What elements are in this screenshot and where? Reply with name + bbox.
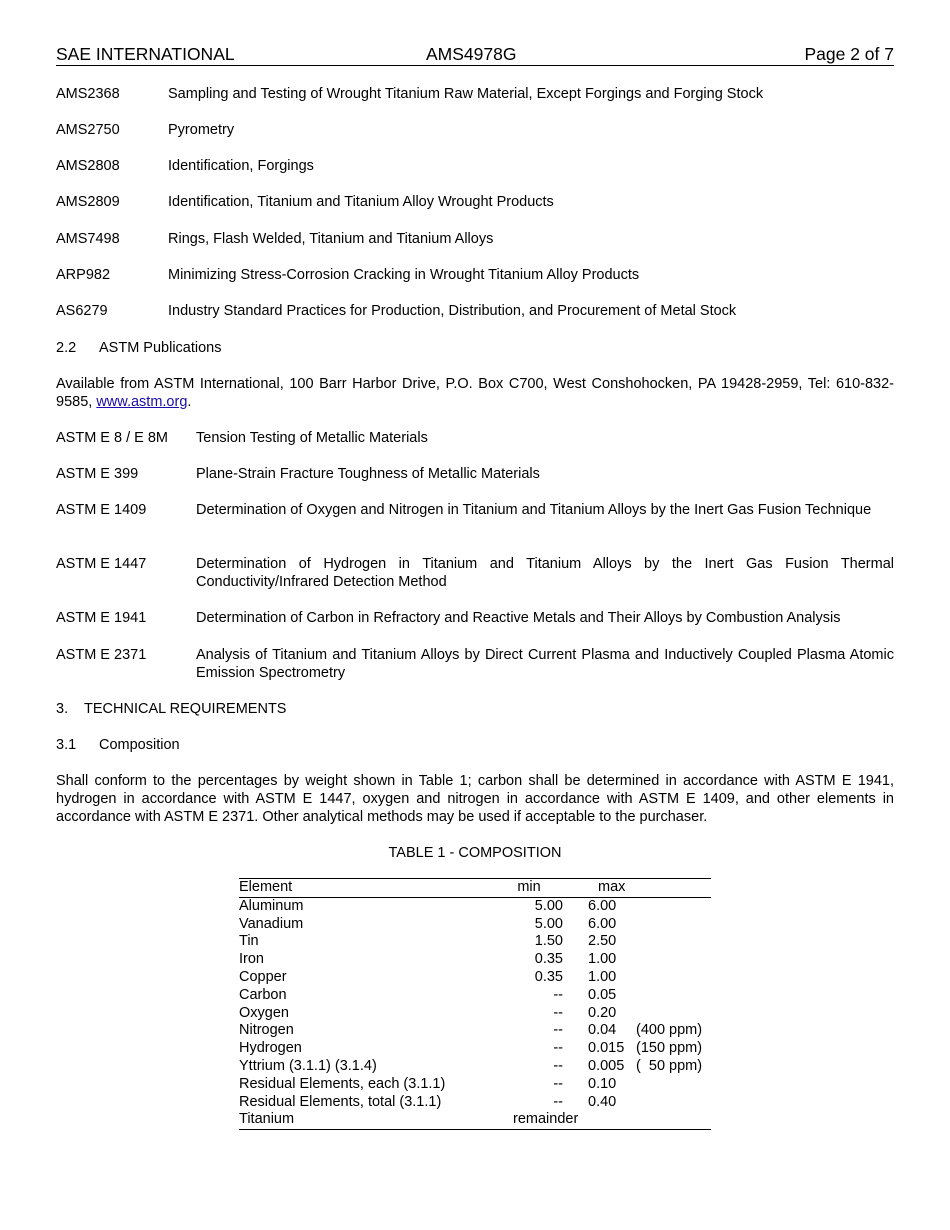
- composition-paragraph: Shall conform to the percentages by weight shown in Table 1; carbon shall be determined in accordance with ASTM E 1941, hydrogen in accordance with ASTM E 1447, oxygen and nitrogen in accordance with ASTM E 1409, and other elements in accordance with ASTM E 2371. Other analytical methods may be used if acceptable to the purchaser.: [56, 773, 894, 825]
- reference-title: Rings, Flash Welded, Titanium and Titanium Alloys: [168, 231, 494, 247]
- reference-code: AMS2750: [56, 122, 120, 138]
- min-value: --: [553, 1004, 563, 1021]
- reference-code: AS6279: [56, 303, 108, 319]
- element-name: Nitrogen: [239, 1022, 294, 1039]
- min-value: 1.50: [534, 933, 563, 950]
- table-header-row: [239, 879, 711, 898]
- reference-title: Identification, Forgings: [168, 158, 314, 174]
- table-row: [239, 987, 711, 1005]
- reference-code: AMS7498: [56, 231, 120, 247]
- element-name: Yttrium (3.1.1) (3.1.4): [239, 1057, 377, 1074]
- section-title: TECHNICAL REQUIREMENTS: [84, 701, 287, 717]
- min-value: 5.00: [534, 897, 563, 914]
- min-value: --: [553, 1057, 563, 1074]
- min-value: 0.35: [534, 951, 563, 968]
- reference-title: Sampling and Testing of Wrought Titanium Raw Material, Except Forgings and Forging Stock: [168, 86, 764, 102]
- ppm-value: (400 ppm): [636, 1022, 703, 1039]
- max-value: 0.015: [588, 1040, 625, 1057]
- max-value: 0.10: [588, 1075, 617, 1092]
- reference-code: ASTM E 1447: [56, 556, 147, 572]
- min-value: --: [553, 1093, 563, 1110]
- reference-title: Analysis of Titanium and Titanium Alloys by Direct Current Plasma and Inductively Coupled Plasma Atomic Emission Spectrometry: [196, 647, 894, 681]
- table-row: [239, 916, 711, 934]
- section-title: ASTM Publications: [99, 340, 222, 356]
- element-name: Vanadium: [239, 915, 304, 932]
- reference-title: Determination of Oxygen and Nitrogen in Titanium and Titanium Alloys by the Inert Gas Fusion Technique: [196, 502, 872, 518]
- reference-code: ASTM E 2371: [56, 647, 147, 663]
- element-name: Residual Elements, total (3.1.1): [239, 1093, 442, 1110]
- reference-code: ASTM E 8 / E 8M: [56, 430, 168, 446]
- table-row: [239, 1094, 711, 1112]
- column-header-max: max: [598, 879, 626, 895]
- section-number: 2.2: [56, 340, 77, 356]
- reference-title: Identification, Titanium and Titanium Alloy Wrought Products: [168, 194, 554, 210]
- reference-code: ASTM E 1941: [56, 610, 147, 626]
- reference-title: Industry Standard Practices for Production, Distribution, and Procurement of Metal Stock: [168, 303, 737, 319]
- section-number: 3.1: [56, 737, 77, 753]
- element-name: Oxygen: [239, 1004, 289, 1021]
- table-row: [239, 1005, 711, 1023]
- table-row: [239, 1022, 711, 1040]
- header-doc-number: AMS4978G: [426, 44, 517, 64]
- element-name: Carbon: [239, 986, 287, 1003]
- max-value: 0.05: [588, 986, 617, 1003]
- reference-title: Determination of Hydrogen in Titanium and Titanium Alloys by the Inert Gas Fusion Thermal Conductivity/Infrared Detection Method: [196, 556, 894, 590]
- reference-title: Pyrometry: [168, 122, 235, 138]
- section-number: 3.: [56, 701, 69, 717]
- reference-code: AMS2368: [56, 86, 120, 102]
- max-value: 0.04: [588, 1022, 617, 1039]
- astm-website-link[interactable]: www.astm.org: [96, 394, 188, 410]
- min-value: --: [553, 1075, 563, 1092]
- element-name: Iron: [239, 951, 264, 968]
- reference-code: ASTM E 1409: [56, 502, 147, 518]
- reference-code: ASTM E 399: [56, 466, 139, 482]
- header-page-number: Page 2 of 7: [804, 44, 894, 64]
- table-row: [239, 951, 711, 969]
- table-row: [239, 1040, 711, 1058]
- ppm-value: ( 50 ppm): [636, 1057, 703, 1074]
- table-row: [239, 898, 711, 916]
- min-value: 5.00: [534, 915, 563, 932]
- table-row: [239, 933, 711, 951]
- availability-text: Available from ASTM International, 100 Barr Harbor Drive, P.O. Box C700, West Conshohocken, PA 19428-2959, Tel: 610-832-9585,: [56, 376, 894, 410]
- min-value: --: [553, 986, 563, 1003]
- max-value: 2.50: [588, 933, 617, 950]
- reference-code: ARP982: [56, 267, 111, 283]
- reference-title: Plane-Strain Fracture Toughness of Metallic Materials: [196, 466, 540, 482]
- element-name: Copper: [239, 968, 287, 985]
- header-org: SAE INTERNATIONAL: [56, 44, 235, 64]
- reference-title: Tension Testing of Metallic Materials: [196, 430, 428, 446]
- min-value: --: [553, 1022, 563, 1039]
- reference-code: AMS2809: [56, 194, 120, 210]
- table-row: [239, 969, 711, 987]
- table-row-titanium: [239, 1111, 711, 1129]
- reference-title: Determination of Carbon in Refractory and Reactive Metals and Their Alloys by Combustion Analysis: [196, 610, 841, 626]
- table-caption: TABLE 1 - COMPOSITION: [388, 845, 562, 861]
- reference-code: AMS2808: [56, 158, 120, 174]
- availability-period: .: [187, 394, 192, 410]
- min-value: --: [553, 1040, 563, 1057]
- max-value: 6.00: [588, 897, 617, 914]
- composition-table: [239, 878, 711, 1130]
- max-value: 0.005: [588, 1057, 625, 1074]
- element-name: Residual Elements, each (3.1.1): [239, 1075, 446, 1092]
- astm-availability-paragraph: [56, 375, 894, 411]
- column-header-min: min: [517, 879, 541, 895]
- element-name: Hydrogen: [239, 1040, 302, 1057]
- table-row: [239, 1058, 711, 1076]
- element-name: Aluminum: [239, 897, 304, 914]
- column-header-element: Element: [239, 879, 293, 895]
- table-row: [239, 1076, 711, 1094]
- element-name: Titanium: [239, 1111, 295, 1128]
- remainder-value: remainder: [513, 1111, 579, 1128]
- min-value: 0.35: [534, 968, 563, 985]
- max-value: 0.20: [588, 1004, 617, 1021]
- section-title: Composition: [99, 737, 180, 753]
- max-value: 1.00: [588, 968, 617, 985]
- max-value: 0.40: [588, 1093, 617, 1110]
- ppm-value: (150 ppm): [636, 1040, 703, 1057]
- element-name: Tin: [239, 933, 259, 950]
- page-header: [56, 44, 894, 66]
- max-value: 1.00: [588, 951, 617, 968]
- reference-title: Minimizing Stress-Corrosion Cracking in Wrought Titanium Alloy Products: [168, 267, 640, 283]
- max-value: 6.00: [588, 915, 617, 932]
